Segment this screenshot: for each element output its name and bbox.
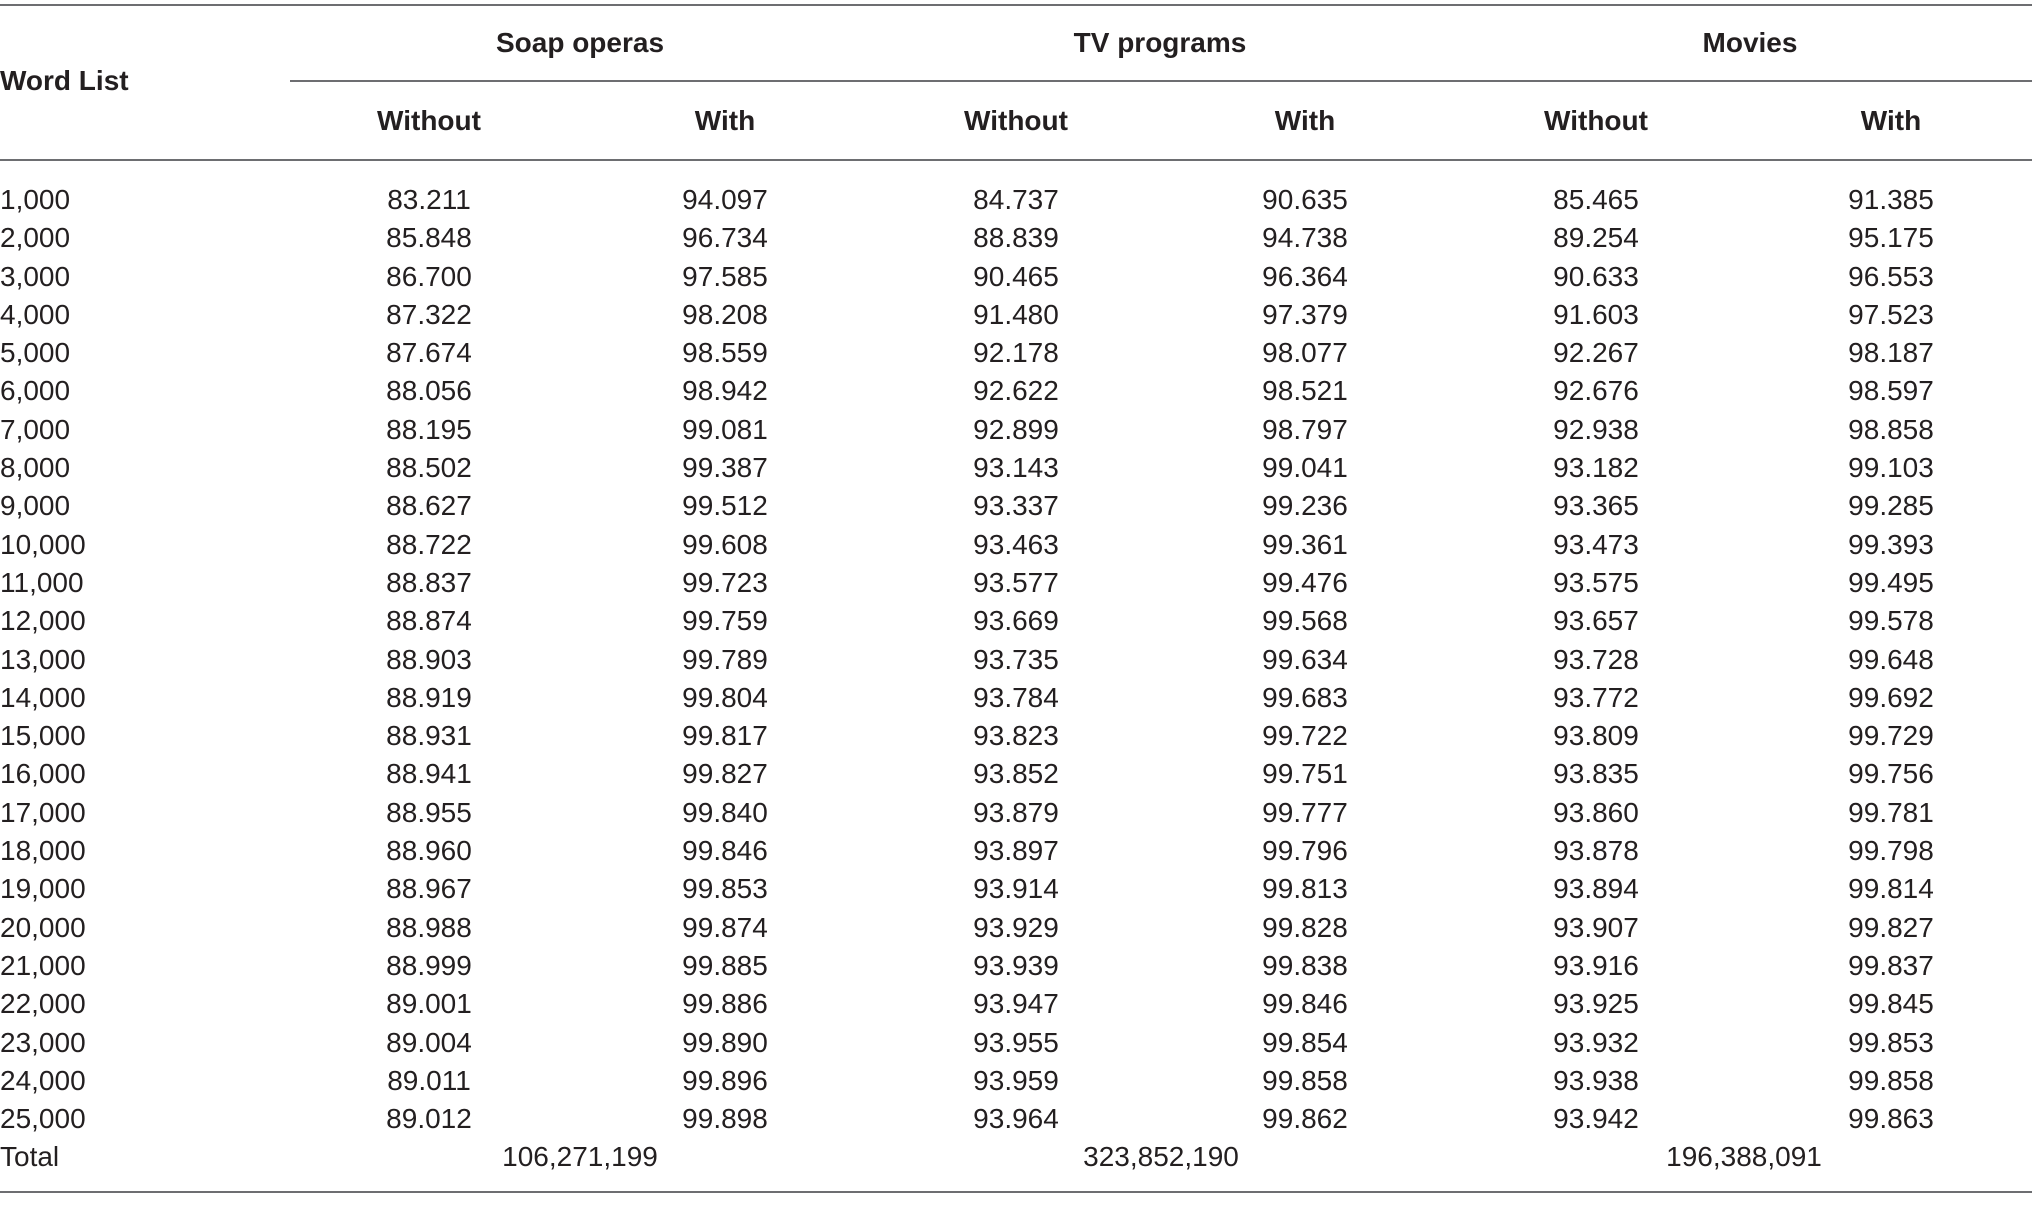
table-cell: 98.187 <box>1848 337 1934 369</box>
table-cell: 93.959 <box>973 1064 1059 1096</box>
table-cell: 91.603 <box>1553 298 1639 330</box>
subheader-tv-with: With <box>1274 105 1336 136</box>
table-cell: 92.622 <box>973 375 1059 407</box>
table-cell: 93.907 <box>1553 911 1639 943</box>
table-row <box>0 1024 2032 1062</box>
table-cell: 99.896 <box>682 1064 768 1096</box>
row-label: 5,000 <box>0 337 71 369</box>
bottom-rule <box>0 1191 2032 1193</box>
row-label: 1,000 <box>0 184 71 215</box>
table-cell: 88.195 <box>386 413 472 445</box>
table-cell: 99.692 <box>1848 681 1934 713</box>
table-cell: 88.967 <box>386 873 472 905</box>
table-row <box>0 985 2032 1023</box>
table-cell: 88.839 <box>973 222 1059 254</box>
table-cell: 93.575 <box>1553 566 1639 598</box>
table-cell: 93.852 <box>973 758 1059 790</box>
table-row <box>0 832 2032 870</box>
subheader-movies-without: Without <box>1544 105 1648 136</box>
table-cell: 91.480 <box>973 298 1059 330</box>
table-cell: 96.364 <box>1262 260 1348 292</box>
table-cell: 99.813 <box>1262 873 1348 905</box>
table-cell: 99.756 <box>1848 758 1934 790</box>
table-cell: 93.894 <box>1553 873 1639 905</box>
table-cell: 99.683 <box>1262 681 1348 713</box>
table-cell: 98.797 <box>1262 413 1348 445</box>
table-cell: 99.845 <box>1848 988 1934 1020</box>
table-cell: 93.728 <box>1553 643 1639 675</box>
table-cell: 97.523 <box>1848 298 1934 330</box>
table-row <box>0 602 2032 640</box>
group-underline-rule <box>290 80 2032 82</box>
top-rule <box>0 4 2032 6</box>
table-cell: 99.387 <box>682 452 768 484</box>
table-cell: 86.700 <box>386 260 472 292</box>
group-header-tv-programs: TV programs <box>1073 27 1247 58</box>
table-cell: 99.890 <box>682 1026 768 1058</box>
row-label: 22,000 <box>0 988 86 1020</box>
row-label: 20,000 <box>0 911 86 943</box>
table-cell: 88.874 <box>386 605 472 637</box>
table-cell: 84.737 <box>973 184 1059 215</box>
table-row <box>0 526 2032 564</box>
table-cell: 99.862 <box>1262 1103 1348 1135</box>
table-row <box>0 411 2032 449</box>
table-cell: 99.846 <box>1262 988 1348 1020</box>
table-row <box>0 296 2032 334</box>
table-cell: 93.929 <box>973 911 1059 943</box>
table-row <box>0 372 2032 410</box>
table-cell: 99.476 <box>1262 566 1348 598</box>
row-label: 6,000 <box>0 375 71 407</box>
table-cell: 99.777 <box>1262 796 1348 828</box>
header-bottom-rule <box>0 159 2032 161</box>
table-row <box>0 755 2032 793</box>
table-cell: 98.208 <box>682 298 768 330</box>
table-cell: 93.897 <box>973 835 1059 867</box>
table-cell: 99.751 <box>1262 758 1348 790</box>
table-row <box>0 219 2032 257</box>
table-cell: 98.597 <box>1848 375 1934 407</box>
table-cell: 88.999 <box>386 949 472 981</box>
table-row <box>0 181 2032 219</box>
table-cell: 99.838 <box>1262 949 1348 981</box>
table-cell: 89.011 <box>387 1064 471 1096</box>
table-cell: 99.634 <box>1262 643 1348 675</box>
table-cell: 93.860 <box>1553 796 1639 828</box>
table-row <box>0 1062 2032 1100</box>
table-cell: 85.848 <box>386 222 472 254</box>
row-label: 8,000 <box>0 452 71 484</box>
table-cell: 99.874 <box>682 911 768 943</box>
row-label: 24,000 <box>0 1064 86 1096</box>
row-label: 2,000 <box>0 222 71 254</box>
table-cell: 98.858 <box>1848 413 1934 445</box>
total-value: 323,852,190 <box>1083 1141 1239 1173</box>
table-cell: 99.568 <box>1262 605 1348 637</box>
table-cell: 99.722 <box>1262 720 1348 752</box>
table-cell: 99.858 <box>1848 1064 1934 1096</box>
table-cell: 99.840 <box>682 796 768 828</box>
row-label: 18,000 <box>0 835 86 867</box>
table-cell: 96.553 <box>1848 260 1934 292</box>
table-cell: 99.578 <box>1848 605 1934 637</box>
table-row <box>0 487 2032 525</box>
subheader-soap-without: Without <box>377 105 481 136</box>
table-row <box>0 258 2032 296</box>
table-cell: 99.853 <box>682 873 768 905</box>
subheader-tv-without: Without <box>964 105 1068 136</box>
table-cell: 99.827 <box>1848 911 1934 943</box>
table-cell: 93.914 <box>973 873 1059 905</box>
table-row <box>0 449 2032 487</box>
row-label: 4,000 <box>0 298 71 330</box>
table-cell: 93.942 <box>1553 1103 1639 1135</box>
table-cell: 88.627 <box>386 490 472 522</box>
row-label: 21,000 <box>0 949 86 981</box>
table-cell: 99.648 <box>1848 643 1934 675</box>
table-cell: 99.837 <box>1848 949 1934 981</box>
table-cell: 93.879 <box>973 796 1059 828</box>
table-row <box>0 717 2032 755</box>
row-label: 13,000 <box>0 643 86 675</box>
table-row <box>0 794 2032 832</box>
table-cell: 88.502 <box>386 452 472 484</box>
row-label: 3,000 <box>0 260 71 292</box>
table-cell: 99.853 <box>1848 1026 1934 1058</box>
table-cell: 93.669 <box>973 605 1059 637</box>
table-cell: 92.267 <box>1553 337 1639 369</box>
table-cell: 93.772 <box>1553 681 1639 713</box>
table-cell: 88.955 <box>386 796 472 828</box>
table-cell: 98.077 <box>1262 337 1348 369</box>
table-cell: 88.837 <box>386 566 472 598</box>
table-cell: 89.012 <box>386 1103 472 1135</box>
table-cell: 90.633 <box>1553 260 1639 292</box>
table-cell: 95.175 <box>1848 222 1934 254</box>
table-cell: 99.858 <box>1262 1064 1348 1096</box>
table-cell: 99.863 <box>1848 1103 1934 1135</box>
row-header-word-list: Word List <box>0 65 129 96</box>
table-cell: 87.674 <box>386 337 472 369</box>
table-cell: 99.804 <box>682 681 768 713</box>
table-cell: 93.365 <box>1553 490 1639 522</box>
table-cell: 93.337 <box>973 490 1059 522</box>
table-cell: 93.784 <box>973 681 1059 713</box>
table-cell: 99.827 <box>682 758 768 790</box>
table-cell: 88.056 <box>386 375 472 407</box>
table-row <box>0 641 2032 679</box>
table-cell: 90.635 <box>1262 184 1348 215</box>
table-cell: 99.789 <box>682 643 768 675</box>
table-cell: 93.809 <box>1553 720 1639 752</box>
table-cell: 99.103 <box>1848 452 1934 484</box>
table-cell: 99.236 <box>1262 490 1348 522</box>
table-row <box>0 947 2032 985</box>
table-cell: 99.885 <box>682 949 768 981</box>
table-cell: 93.735 <box>973 643 1059 675</box>
total-value: 196,388,091 <box>1666 1141 1822 1173</box>
table-cell: 93.939 <box>973 949 1059 981</box>
table-cell: 93.925 <box>1553 988 1639 1020</box>
table-cell: 99.781 <box>1848 796 1934 828</box>
table-cell: 93.947 <box>973 988 1059 1020</box>
group-header-soap-operas: Soap operas <box>495 27 665 58</box>
table-cell: 99.495 <box>1848 566 1934 598</box>
table-cell: 99.886 <box>682 988 768 1020</box>
table-cell: 93.577 <box>973 566 1059 598</box>
table-cell: 96.734 <box>682 222 768 254</box>
table-cell: 88.903 <box>386 643 472 675</box>
group-header-movies: Movies <box>1702 27 1798 58</box>
row-label: 19,000 <box>0 873 86 905</box>
table-cell: 99.796 <box>1262 835 1348 867</box>
table-row <box>0 870 2032 908</box>
table-cell: 93.835 <box>1553 758 1639 790</box>
table-cell: 88.941 <box>386 758 472 790</box>
row-label: 9,000 <box>0 490 71 522</box>
table-cell: 89.004 <box>386 1026 472 1058</box>
table-cell: 99.723 <box>682 566 768 598</box>
table-row <box>0 334 2032 372</box>
table-cell: 88.960 <box>386 835 472 867</box>
table-cell: 93.463 <box>973 528 1059 560</box>
table-cell: 97.585 <box>682 260 768 292</box>
table-cell: 85.465 <box>1553 184 1639 215</box>
table-cell: 99.729 <box>1848 720 1934 752</box>
table-cell: 93.657 <box>1553 605 1639 637</box>
table-cell: 90.465 <box>973 260 1059 292</box>
table-cell: 99.285 <box>1848 490 1934 522</box>
table-cell: 83.211 <box>387 184 471 215</box>
total-value: 106,271,199 <box>502 1141 658 1173</box>
total-row <box>0 1138 2032 1176</box>
table-cell: 98.521 <box>1262 375 1348 407</box>
table-cell: 99.608 <box>682 528 768 560</box>
row-label: 7,000 <box>0 413 71 445</box>
row-label: 11,000 <box>0 566 84 598</box>
table-cell: 93.938 <box>1553 1064 1639 1096</box>
table-cell: 99.898 <box>682 1103 768 1135</box>
row-label: 17,000 <box>0 796 86 828</box>
table-cell: 99.854 <box>1262 1026 1348 1058</box>
table-cell: 94.738 <box>1262 222 1348 254</box>
table-cell: 99.814 <box>1848 873 1934 905</box>
row-label: 23,000 <box>0 1026 86 1058</box>
table-row <box>0 909 2032 947</box>
table-cell: 94.097 <box>682 184 768 215</box>
table-cell: 93.182 <box>1553 452 1639 484</box>
table-row <box>0 564 2032 602</box>
table-cell: 93.916 <box>1553 949 1639 981</box>
table-cell: 99.393 <box>1848 528 1934 560</box>
table-cell: 99.828 <box>1262 911 1348 943</box>
row-label: 12,000 <box>0 605 86 637</box>
table-cell: 99.361 <box>1262 528 1348 560</box>
table-cell: 92.938 <box>1553 413 1639 445</box>
table-cell: 87.322 <box>386 298 472 330</box>
table-row <box>0 1100 2032 1138</box>
table-cell: 93.823 <box>973 720 1059 752</box>
subheader-soap-with: With <box>694 105 756 136</box>
table-cell: 99.798 <box>1848 835 1934 867</box>
table-body <box>0 181 2032 1177</box>
table-row <box>0 679 2032 717</box>
table-cell: 93.878 <box>1553 835 1639 867</box>
table-cell: 88.931 <box>386 720 472 752</box>
table-cell: 99.041 <box>1262 452 1348 484</box>
table-cell: 92.178 <box>973 337 1059 369</box>
table-cell: 93.473 <box>1553 528 1639 560</box>
table-cell: 93.955 <box>973 1026 1059 1058</box>
table-cell: 93.964 <box>973 1103 1059 1135</box>
table-cell: 92.899 <box>973 413 1059 445</box>
table-cell: 99.846 <box>682 835 768 867</box>
row-label: 10,000 <box>0 528 86 560</box>
table-cell: 91.385 <box>1848 184 1934 215</box>
row-label: 16,000 <box>0 758 86 790</box>
table-cell: 98.559 <box>682 337 768 369</box>
subheader-movies-with: With <box>1860 105 1922 136</box>
total-label: Total <box>0 1141 60 1173</box>
table-cell: 88.722 <box>386 528 472 560</box>
table-cell: 93.143 <box>973 452 1059 484</box>
table-cell: 88.919 <box>386 681 472 713</box>
table-cell: 99.817 <box>682 720 768 752</box>
table-cell: 92.676 <box>1553 375 1639 407</box>
table-cell: 99.759 <box>682 605 768 637</box>
table-cell: 99.081 <box>682 413 768 445</box>
table-cell: 93.932 <box>1553 1026 1639 1058</box>
table-cell: 88.988 <box>386 911 472 943</box>
row-label: 14,000 <box>0 681 86 713</box>
table-cell: 97.379 <box>1262 298 1348 330</box>
table-cell: 98.942 <box>682 375 768 407</box>
table-cell: 89.001 <box>386 988 472 1020</box>
row-label: 25,000 <box>0 1103 86 1135</box>
table-cell: 89.254 <box>1553 222 1639 254</box>
row-label: 15,000 <box>0 720 86 752</box>
table-cell: 99.512 <box>682 490 768 522</box>
